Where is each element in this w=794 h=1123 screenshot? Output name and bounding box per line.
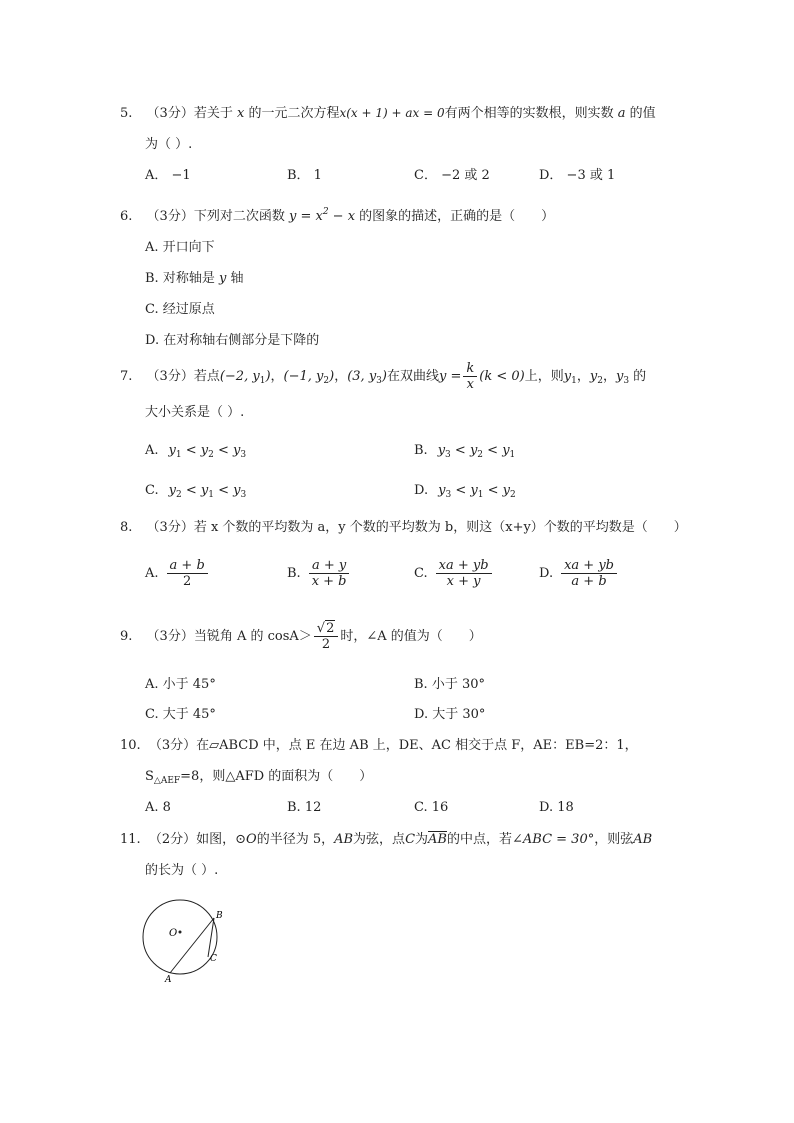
label-c: C — [210, 954, 217, 964]
question-number: 7. — [120, 369, 133, 384]
question-text: 若关于 — [193, 106, 233, 121]
question-text: 的一元二次方程 — [248, 106, 340, 121]
fraction-sqrt2-over-2: $\frac{√2}{2}$ — [314, 621, 339, 652]
question-score: （3分） — [146, 369, 194, 384]
math-var: x — [232, 106, 249, 121]
label-a: A — [165, 975, 172, 985]
fraction: $\frac{a + b}{2}$ — [167, 558, 208, 589]
math-point: (−2, $y_1$) — [219, 369, 271, 386]
option-label: B. — [414, 443, 428, 458]
fraction: $\frac{a + y}{x + b}$ — [309, 558, 350, 589]
question-score: （2分） — [148, 832, 197, 847]
math-var: a — [613, 106, 630, 121]
question-11 — [120, 831, 652, 849]
q6-option-d: D. 在对称轴右侧部分是下降的 — [145, 333, 320, 348]
chord-ab — [170, 918, 214, 973]
q8-option-a — [145, 558, 210, 589]
math-arc: $\overline{AB}$ — [428, 832, 447, 847]
q5-option-d: D． −3 或 1 — [539, 168, 616, 183]
q8-option-d — [539, 558, 619, 589]
question-10-line2: $S_{\triangle AEF}=8$，则△AFD 的面积为（ ） — [145, 769, 373, 786]
math-equation: y = $\frac{k}{x}$ (k < 0) — [439, 361, 525, 392]
q6-option-a: A. 开口向下 — [145, 240, 215, 255]
question-text: ，则弦 — [594, 832, 634, 847]
q6-option-c: C. 经过原点 — [145, 302, 215, 317]
question-number: 10. — [120, 738, 141, 753]
math-angle: ∠ABC = 30° — [512, 832, 595, 847]
math-inequality: $y_3 < y_2 < y_1$ — [437, 443, 516, 460]
q10-option-b: B. 12 — [287, 800, 322, 815]
question-9 — [120, 620, 482, 654]
question-number: 6. — [120, 209, 133, 224]
math-inequality: $y_3 < y_1 < y_2$ — [438, 483, 516, 500]
math-var: $y_3$ — [615, 369, 630, 386]
question-score: （3分） — [148, 738, 197, 753]
option-label: B. — [287, 566, 301, 581]
math-var: $y_2$ — [589, 369, 603, 386]
q5-option-a: A． −1 — [145, 168, 191, 183]
label-o: O — [169, 928, 178, 939]
label-b: B — [216, 911, 223, 921]
question-7: 7. （3分）若点(−2, $y_1$)，(−1, $y_2$)，(3, $y_3$)在双曲线y = $\frac{k}{x}$ (k < 0)上，则$y_1$，$y_2$，$y_3$ 的 — [120, 361, 647, 392]
math-var: y — [214, 271, 231, 286]
math-var: $y_1$ — [563, 369, 577, 386]
question-text: 的值 — [629, 106, 656, 121]
q10-option-a: A. 8 — [145, 800, 171, 815]
q6-option-b — [145, 270, 243, 288]
math-var: AB — [633, 832, 653, 847]
question-number: 11. — [120, 832, 141, 847]
q7-option-d — [414, 482, 516, 504]
question-8 — [120, 519, 687, 537]
question-text: 的图象的描述，正确的是（ ） — [359, 209, 555, 224]
math-equation: x(x + 1) + ax = 0 — [339, 106, 445, 120]
question-score: （3分） — [146, 209, 194, 224]
q7-option-a — [145, 442, 246, 464]
circle-o — [143, 900, 217, 974]
question-5-line2: 为（ ）. — [145, 137, 193, 152]
math-equation: $y = x^2 - x$ — [284, 207, 360, 224]
q10-option-d: D. 18 — [539, 800, 574, 815]
math-circle: ⊙O — [235, 832, 257, 847]
math-inequality: $y_1 < y_2 < y_3$ — [168, 443, 247, 460]
question-text: 在▱ABCD 中，点 E 在边 AB 上，DE、AC 相交于点 F，AE：EB=2：1， — [196, 738, 638, 753]
question-text: 上，则 — [524, 369, 564, 384]
option-label: D. — [414, 483, 429, 498]
option-label: A. — [145, 566, 159, 581]
math-point: (3, $y_3$) — [347, 369, 387, 386]
question-text: 有两个相等的实数根，则实数 — [444, 106, 614, 121]
math-inequality: $y_2 < y_1 < y_3$ — [168, 483, 247, 500]
q7-option-b — [414, 442, 515, 464]
q5-option-c: C． −2 或 2 — [414, 168, 490, 183]
question-11-line2: 的长为（ ）. — [145, 863, 219, 878]
question-5 — [120, 104, 656, 123]
option-text: 轴 — [230, 271, 244, 286]
option-label: A. — [145, 443, 159, 458]
question-text: 为 — [415, 832, 429, 847]
option-label: C. — [145, 483, 159, 498]
math-var: C — [405, 832, 416, 847]
question-text: 的中点，若 — [446, 832, 512, 847]
q9-option-c: C. 大于 45° — [145, 707, 216, 722]
question-10 — [120, 737, 638, 755]
question-text: 下列对二次函数 — [193, 209, 285, 224]
question-text: 时，∠A 的值为（ ） — [340, 629, 482, 644]
center-dot — [179, 931, 182, 934]
circle-figure — [140, 895, 230, 985]
math-var: AB — [334, 832, 354, 847]
q8-option-b — [287, 558, 352, 589]
q5-option-b: B． 1 — [287, 168, 322, 183]
question-number: 5. — [120, 106, 133, 121]
q9-option-a: A. 小于 45° — [145, 677, 216, 692]
question-text: 为弦，点 — [353, 832, 406, 847]
math-point: (−1, $y_2$) — [283, 369, 335, 386]
fraction: $\frac{xa + yb}{x + y}$ — [436, 558, 492, 589]
question-6 — [120, 203, 554, 226]
question-text: 在双曲线 — [386, 369, 439, 384]
fraction: $\frac{xa + yb}{a + b}$ — [561, 558, 617, 589]
question-text: 当锐角 A 的 cosA＞ — [193, 629, 312, 644]
q8-option-c — [414, 558, 494, 589]
question-number: 8. — [120, 520, 133, 535]
q10-option-c: C. 16 — [414, 800, 449, 815]
question-text: 的半径为 5， — [256, 832, 335, 847]
q9-option-b: B. 小于 30° — [414, 677, 485, 692]
q9-option-d: D. 大于 30° — [414, 707, 486, 722]
question-text: 若点 — [193, 369, 220, 384]
question-text: 如图， — [196, 832, 236, 847]
question-score: （3分） — [146, 520, 194, 535]
question-7-line2: 大小关系是（ ）. — [145, 405, 245, 420]
question-text: 若 x 个数的平均数为 a，y 个数的平均数为 b，则这（x+y）个数的平均数是（ ） — [193, 520, 687, 535]
option-text: B. 对称轴是 — [145, 271, 215, 286]
question-text: =8，则△AFD 的面积为（ ） — [180, 769, 373, 784]
option-label: D. — [539, 566, 554, 581]
question-score: （3分） — [146, 629, 194, 644]
option-label: C. — [414, 566, 428, 581]
question-score: （3分） — [146, 106, 194, 121]
q7-option-c — [145, 482, 246, 504]
question-number: 9. — [120, 629, 133, 644]
